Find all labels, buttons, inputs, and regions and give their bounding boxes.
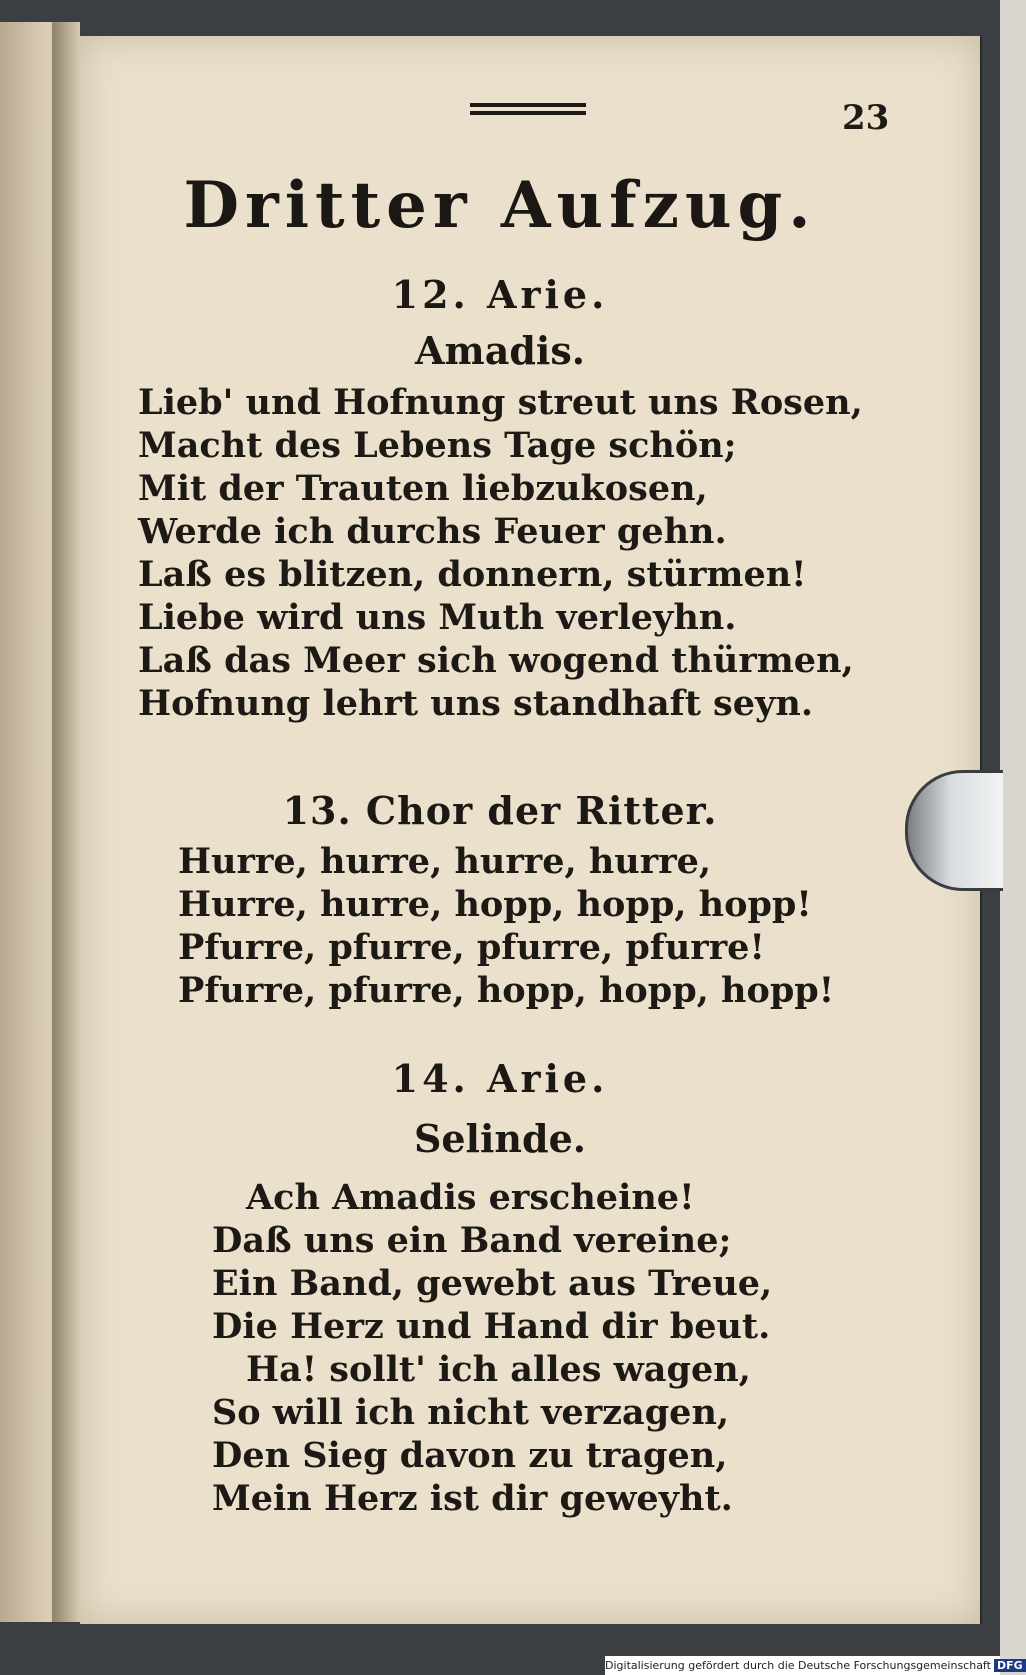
verse-block-14 <box>212 1176 772 1520</box>
speaker-selinde: Selinde. <box>413 1116 587 1161</box>
verse-line: Pfurre, pfurre, pfurre, pfurre! <box>178 927 765 968</box>
verse-line: Lieb' und Hofnung streut uns Rosen, <box>138 382 863 423</box>
verse-line: Ein Band, gewebt aus Treue, <box>212 1263 773 1304</box>
dfg-logo: DFG <box>994 1659 1026 1672</box>
verse-line: Laß es blitzen, donnern, stürmen! <box>138 554 807 595</box>
verse-line: Ha! sollt' ich alles wagen, <box>246 1349 751 1390</box>
verse-line: Mit der Trauten liebzukosen, <box>138 468 708 509</box>
verse-block-12 <box>138 381 863 725</box>
section-heading-13: 13. Chor der Ritter. <box>282 788 718 833</box>
verse-line: Pfurre, pfurre, hopp, hopp, hopp! <box>178 970 835 1011</box>
credit-text: Digitalisierung gefördert durch die Deutsche Forschungsgemeinschaft <box>605 1659 991 1672</box>
verse-line: Hurre, hurre, hopp, hopp, hopp! <box>178 884 812 925</box>
act-title: Dritter Aufzug. <box>183 168 817 243</box>
verse-line: Liebe wird uns Muth verleyhn. <box>138 597 737 638</box>
digitization-credit <box>605 1656 1023 1675</box>
speaker-amadis: Amadis. <box>415 328 585 373</box>
verse-block-13 <box>178 840 834 1012</box>
verse-line: Mein Herz ist dir geweyht. <box>212 1478 733 1519</box>
verse-line: Den Sieg davon zu tragen, <box>212 1435 728 1476</box>
verse-line: Macht des Lebens Tage schön; <box>138 425 737 466</box>
verse-line: Hofnung lehrt uns standhaft seyn. <box>138 683 813 724</box>
verse-line: Hurre, hurre, hurre, hurre, <box>178 841 712 882</box>
section-heading-12: 12. Arie. <box>391 272 609 317</box>
verse-line: Ach Amadis erscheine! <box>246 1177 695 1218</box>
verse-line: Laß das Meer sich wogend thürmen, <box>138 640 854 681</box>
header-ornament-rule <box>470 103 586 115</box>
page-number: 23 <box>842 98 890 138</box>
verse-line: Werde ich durchs Feuer gehn. <box>138 511 727 552</box>
verse-line: Daß uns ein Band vereine; <box>212 1220 732 1261</box>
verse-line: So will ich nicht verzagen, <box>212 1392 730 1433</box>
verse-line: Die Herz und Hand dir beut. <box>212 1306 771 1347</box>
section-heading-14: 14. Arie. <box>391 1056 609 1101</box>
